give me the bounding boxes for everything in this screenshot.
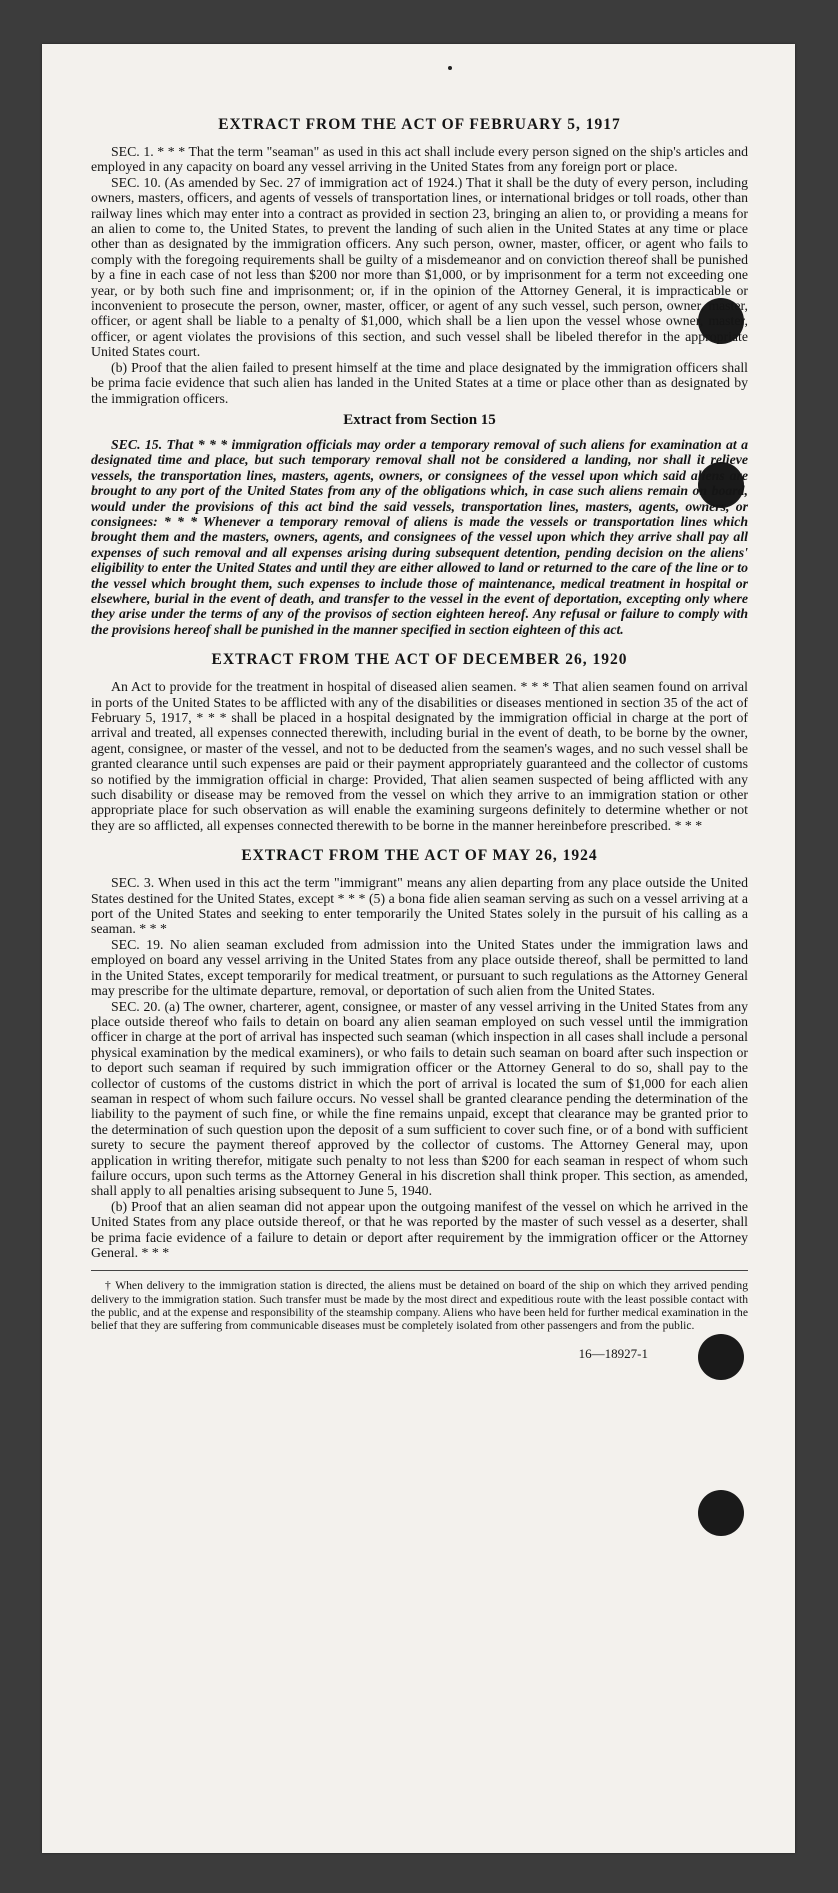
paragraph-sec-19: SEC. 19. No alien seaman excluded from admission into the United States under the immigration laws and employed on board any vessel arriving in the United States from any place outside thereof, shall be permitted to land in the United States, except temporarily for medical treatment, or pursuant to such regulations as the Attorney General may prescribe for the ultimate departure, removal, or deportation of such alien from the United States. — [91, 936, 748, 999]
paragraph-sec-3: SEC. 3. When used in this act the term "immigrant" means any alien departing from any place outside the United States destined for the United States, except * * * (5) a bona fide alien seaman serving as such on a vessel arriving at a port of the United States and seeking to enter temporarily the United States solely in the pursuit of his calling as a seaman. * * * — [91, 875, 748, 937]
paragraph-sec-1: SEC. 1. * * * That the term "seaman" as used in this act shall include every person signed on the ship's articles and employed in any capacity on board any vessel arriving in the United States from any foreign port or place. — [91, 144, 748, 175]
paragraph-sec-15: SEC. 15. That * * * immigration officials may order a temporary removal of such aliens for examination at a designated time and place, but such temporary removal shall not be considered a landing, nor shall it relieve vessels, the transportation lines, masters, agents, owners, or consignees of the vessel upon which said aliens are brought to any port of the United States from any of the obligations which, in case such aliens remain on board, would under the provisions of this act bind the said vessels, transportation lines, masters, agents, owners, or consignees: * * * Whenever a temporary removal of aliens is made the vessels or transportation lines which brought them and the masters, owners, agents, and consignees of the vessel upon which they arrive shall pay all expenses of such removal and all expenses arising during subsequent detention, pending decision on the aliens' eligibility to enter the United States and until they are either allowed to land or returned to the care of the line or to the vessel which brought them, such expenses to include those of maintenance, medical treatment in hospital or elsewhere, burial in the event of death, and transfer to the vessel in the event of deportation, excepting only where they arise under the terms of any of the provisos of section eighteen hereof. Any refusal or failure to comply with the provisions hereof shall be punished in the manner specified in section eighteen of this act. — [91, 436, 748, 637]
footnote — [91, 1270, 748, 1332]
footnote-text: † When delivery to the immigration station is directed, the aliens must be detained on board of the ship on which they arrived pending delivery to the immigration station. Such transfer must be made by the most direct and expeditious route with the least possible contact with the public, and at the expense and responsibility of the steamship company. Aliens who have been held for further medical examination in the belief that they are suffering from communicable diseases must be completely isolated from other passengers and from the public. — [91, 1279, 748, 1333]
document-body — [91, 116, 748, 1362]
heading-act-1917: EXTRACT FROM THE ACT OF FEBRUARY 5, 1917 — [218, 116, 621, 133]
heading-act-1920: EXTRACT FROM THE ACT OF DECEMBER 26, 1920 — [211, 651, 628, 669]
heading-act-1924: EXTRACT FROM THE ACT OF MAY 26, 1924 — [241, 847, 598, 865]
punch-hole-4 — [698, 1490, 744, 1536]
paragraph-act-1920: An Act to provide for the treatment in hospital of diseased alien seamen. * * * That alien seamen found on arrival in ports of the United States to be afflicted with any of the disabilities or diseases mentioned in section 35 of the act of February 5, 1917, * * * shall be placed in a hospital designated by the immigration official in charge at the port of arrival and treated, all expenses connected therewith, including burial in the event of death, to be borne by the owner, agent, consignee, or master of the vessel, and not to be deducted from the seamen's wages, and no such vessel shall be granted clearance until such expenses are paid or their payment appropriately guaranteed and the collector of customs so notified by the immigration official in charge: Provided, That alien seamen suspected of being afflicted with any such disability or disease may be removed from the vessel on which they arrive to an immigration station or other appropriate place for such observation as will enable the examining surgeons definitely to determine whether or not they are so afflicted, all expenses connected therewith to be borne in the manner hereinbefore prescribed. * * * — [91, 679, 748, 833]
paragraph-sec-10: SEC. 10. (As amended by Sec. 27 of immigration act of 1924.) That it shall be the duty of every person, including owners, masters, officers, and agents of vessels of transportation lines, or international bridges or toll roads, other than railway lines which may enter into a contract as provided in section 23, bringing an alien to, or providing a means for an alien to come to, the United States, to prevent the landing of such alien in the United States at any time or place other than as designated by the immigration officers. Any such person, owner, master, officer, or agent who fails to comply with the foregoing requirements shall be guilty of a misdemeanor and on conviction thereof shall be punished by a fine in each case of not less than $200 nor more than $1,000, or by imprisonment for a term not exceeding one year, or by both such fine and imprisonment; or, if in the opinion of the Attorney General, it is impracticable or inconvenient to prosecute the person, owner, master, officer, or agent of any such vessel, such person, owner, master, officer, or agent shall be liable to a penalty of $1,000, which shall be a lien upon the vessel whose owner, master, officer, or agent violates the provisions of this section, and such vessel shall be libeled therefor in the appropriate United States court. — [91, 174, 748, 360]
paragraph-sec-20-a: SEC. 20. (a) The owner, charterer, agent, consignee, or master of any vessel arriving in the United States from any place outside thereof who fails to detain on board any alien seaman employed on such vessel until the immigration officer in charge at the port of arrival has inspected such seaman (which inspection in all cases shall include a personal physical examination by the medical examiners), or who fails to detain such seaman on board after such inspection or to deport such seaman if required by such immigration officer or the Attorney General to do so, shall pay to the collector of customs of the customs district in which the port of arrival is located the sum of $1,000 for each alien seaman in respect of whom such failure occurs. No vessel shall be granted clearance pending the determination of the liability to the payment of such fine, or while the fine remains unpaid, except that clearance may be granted prior to the determination of such question upon the deposit of a sum sufficient to cover such fine, or of a bond with sufficient surety to secure the payment thereof approved by the collector of customs. The Attorney General may, upon application in writing therefor, mitigate such penalty to not less than $200 for each seaman in respect of whom such failure occurs, upon such terms as the Attorney General in his discretion shall think proper. This section, as amended, shall apply to all penalties arising subsequent to June 5, 1940. — [91, 998, 748, 1199]
document-page — [42, 44, 795, 1853]
paragraph-sec-20-b: (b) Proof that an alien seaman did not appear upon the outgoing manifest of the vessel on which he arrived in the United States from any place outside thereof, or that he was reported by the master of such vessel as a deserter, shall be prima facie evidence of a failure to detain or deport after requirement by the immigration officer or the Attorney General. * * * — [91, 1198, 748, 1260]
paragraph-sec-10-b: (b) Proof that the alien failed to present himself at the time and place designated by the immigration officers shall be prima facie evidence that such alien has landed in the United States at a time or place other than as designated by the immigration officers. — [91, 359, 748, 406]
form-code: 16—18927-1 — [578, 1346, 648, 1362]
heading-section-15: Extract from Section 15 — [343, 411, 496, 428]
speck-mark — [448, 66, 452, 70]
